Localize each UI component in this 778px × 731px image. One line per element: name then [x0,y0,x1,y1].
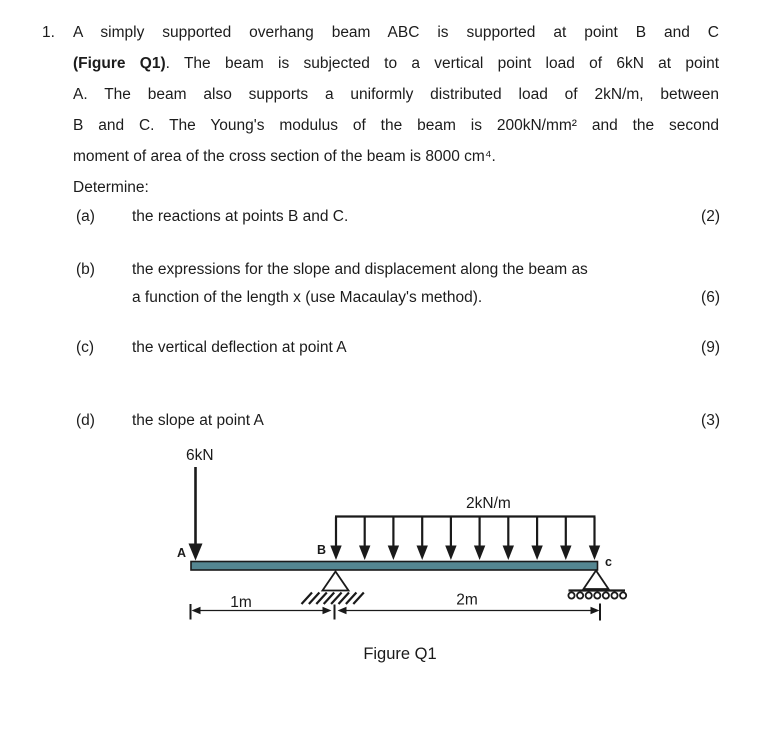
dimension-line-ab [191,604,335,620]
ground-hatch [302,593,364,605]
item-a-label: (a) [76,208,95,225]
point-load-arrow [189,467,203,561]
beam [191,562,598,571]
roller-support-c [568,571,626,599]
item-c-text: the vertical deflection at point A [132,339,347,356]
question-paragraph [73,17,719,203]
point-a-label: A [177,546,187,560]
paragraph-line-5: moment of area of the cross section of the beam is 8000 cm⁴. [73,148,496,165]
paragraph-line-6: Determine: [73,179,149,196]
item-d [76,407,720,435]
distributed-load [330,517,600,561]
paragraph-line-2-rest: . The beam is subjected to a vertical point load of 6kN at point [165,55,720,72]
item-d-marks: (3) [701,412,720,429]
dim-ab-label: 1m [230,594,252,611]
point-load-label: 6kN [186,447,214,464]
item-b-marks: (6) [701,289,720,306]
dim-bc-label: 2m [456,591,478,609]
item-c [76,334,720,362]
udl-label: 2kN/m [466,495,511,512]
point-c-label: c [605,555,612,569]
item-c-marks: (9) [701,339,720,356]
figure-caption: Figure Q1 [363,645,437,663]
item-d-text: the slope at point A [132,412,264,429]
item-a-marks: (2) [701,208,720,225]
item-b [76,256,720,312]
question-number: 1. [42,24,55,41]
item-b-text-line-1: the expressions for the slope and displacement along the beam as [132,261,588,278]
item-a-text: the reactions at points B and C. [132,208,349,225]
item-b-label: (b) [76,261,95,278]
paragraph-line-4: B and C. The Young's modulus of the beam is 200kN/mm² and the second [73,117,719,134]
item-c-label: (c) [76,339,95,356]
figure-reference: (Figure Q1) [73,55,166,72]
paragraph-line-3: A. The beam also supports a uniformly distributed load of 2kN/m, between [73,86,719,103]
item-b-text-line-2: a function of the length x (use Macaulay's method). [132,289,483,306]
point-b-label: B [317,543,327,557]
item-d-label: (d) [76,412,95,429]
paragraph-line-2 [73,48,719,79]
item-a [76,203,720,231]
beam-diagram [0,440,778,680]
paragraph-line-1: A simply supported overhang beam ABC is supported at point B and C [73,24,719,41]
pin-support-b [302,572,364,605]
